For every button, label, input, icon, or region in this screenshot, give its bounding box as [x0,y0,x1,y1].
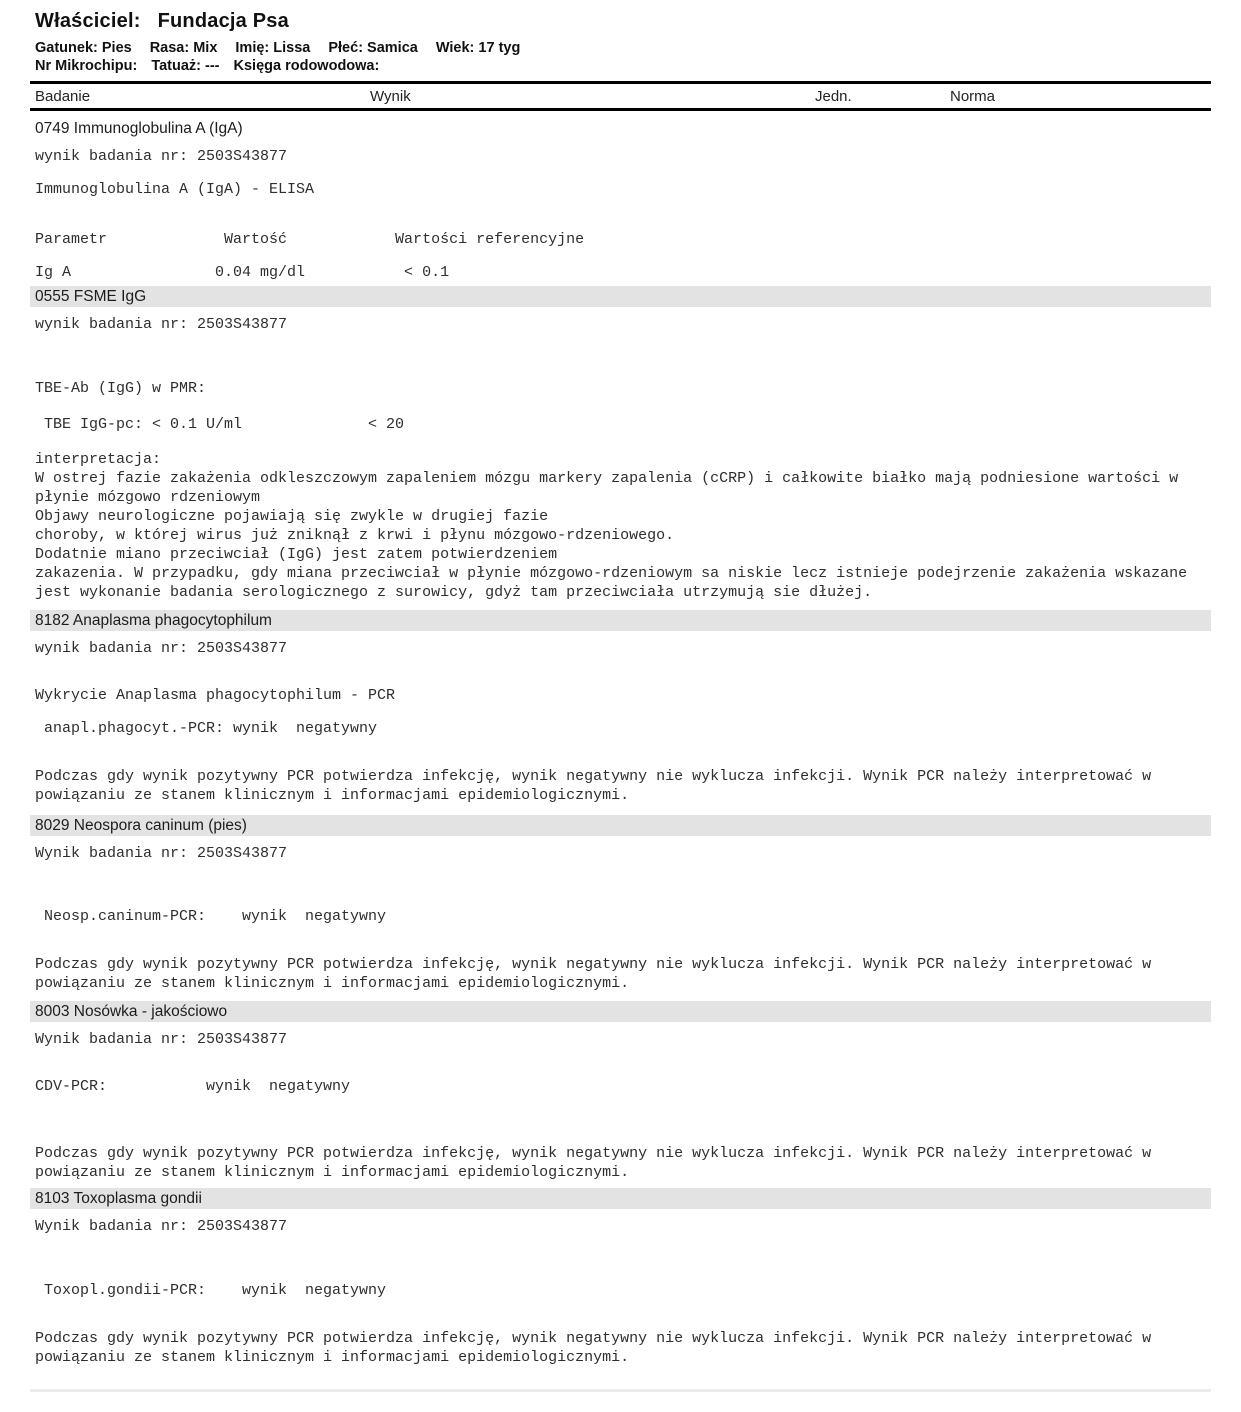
result-text-line: Toxopl.gondii-PCR: wynik negatywny [35,1282,387,1299]
result-text-block [30,719,1211,738]
result-text-line: powiązaniu ze stanem klinicznym i informacjami epidemiologicznymi. [35,787,630,804]
result-text-block [30,1144,1211,1182]
result-text-block [30,379,1211,398]
result-text-block [30,955,1211,993]
result-text-line: Wynik badania nr: 2503S43877 [35,1031,288,1048]
result-text-block [30,767,1211,805]
column-header-wynik: Wynik [370,88,411,105]
patient-info-line-1 [30,40,1211,56]
section-title-8182: 8182 Anaplasma phagocytophilum [30,610,1211,631]
sections-container [30,118,1211,1367]
info-microchip: Nr Mikrochipu: [35,58,138,74]
result-text-line: Ig A 0.04 mg/dl < 0.1 [35,264,450,281]
result-text-block [30,1281,1211,1300]
result-text-line: choroby, w której wirus już zniknął z krwi i płynu mózgowo-rdzeniowego. [35,527,675,544]
info-name: Imię: Lissa [235,40,311,56]
result-text-block [30,1329,1211,1367]
section-0749 [30,118,1211,282]
result-text-line: Wykrycie Anaplasma phagocytophilum - PCR [35,687,396,704]
section-title-0555: 0555 FSME IgG [30,286,1211,307]
section-title-8103: 8103 Toxoplasma gondii [30,1188,1211,1209]
result-text-block [30,1077,1211,1096]
result-text-block [30,315,1211,334]
result-text-block [30,1030,1211,1049]
result-text-line: powiązaniu ze stanem klinicznym i informacjami epidemiologicznymi. [35,1349,630,1366]
owner-label: Właściciel: [35,10,141,32]
table-header-rule-bottom [30,108,1211,111]
result-text-block [30,639,1211,658]
result-text-line: zakazenia. W przypadku, gdy miana przeciwciał w płynie mózgowo-rdzeniowym sa niskie lecz istnieje podejrzenie zakażenia wskazane [35,565,1188,582]
result-text-line: powiązaniu ze stanem klinicznym i informacjami epidemiologicznymi. [35,975,630,992]
result-text-line: Podczas gdy wynik pozytywny PCR potwierdza infekcję, wynik negatywny nie wyklucza infekcji. Wynik PCR należy interpretować w [35,768,1152,785]
result-text-line: Dodatnie miano przeciwciał (IgG) jest zatem potwierdzeniem [35,546,558,563]
result-text-line: W ostrej fazie zakażenia odkleszczowym zapaleniem mózgu markery zapalenia (cCRP) i całkowite białko mają podniesione wartości w [35,470,1179,487]
result-text-line: Podczas gdy wynik pozytywny PCR potwierdza infekcję, wynik negatywny nie wyklucza infekcji. Wynik PCR należy interpretować w [35,956,1152,973]
results-table-header [30,84,1211,108]
section-8003 [30,1001,1211,1182]
info-sex: Płeć: Samica [328,40,418,56]
info-age: Wiek: 17 tyg [435,40,521,56]
result-text-line: jest wykonanie badania serologicznego z surowicy, gdyż tam przeciwciała utrzymują sie dłużej. [35,584,873,601]
result-text-line: Immunoglobulina A (IgA) - ELISA [35,181,315,198]
result-text-line: TBE-Ab (IgG) w PMR: [35,380,207,397]
report-content [30,0,1211,1392]
section-title-0749: 0749 Immunoglobulina A (IgA) [35,120,243,137]
result-text-block [30,415,1211,434]
result-text-block [30,180,1211,199]
result-text-line: powiązaniu ze stanem klinicznym i informacjami epidemiologicznymi. [35,1164,630,1181]
owner-name: Fundacja Psa [157,10,289,32]
result-text-block [30,263,1211,282]
result-text-block [30,450,1211,602]
section-8029 [30,815,1211,993]
info-tattoo: Tatuaż: --- [151,58,220,74]
result-text-line: Parametr Wartość Wartości referencyjne [35,231,585,248]
result-text-line: Podczas gdy wynik pozytywny PCR potwierdza infekcję, wynik negatywny nie wyklucza infekcji. Wynik PCR należy interpretować w [35,1145,1152,1162]
section-title-8029: 8029 Neospora caninum (pies) [30,815,1211,836]
result-text-line: Wynik badania nr: 2503S43877 [35,1218,288,1235]
result-text-line: wynik badania nr: 2503S43877 [35,316,288,333]
section-8103 [30,1188,1211,1367]
column-header-norma: Norma [950,88,996,105]
column-header-badanie: Badanie [35,88,91,105]
result-text-block [30,686,1211,705]
result-text-line: Wynik badania nr: 2503S43877 [35,845,288,862]
section-title-8003: 8003 Nosówka - jakościowo [30,1001,1211,1022]
result-text-line: wynik badania nr: 2503S43877 [35,640,288,657]
patient-info-line-2 [30,58,1211,74]
result-text-line: interpretacja: [35,451,162,468]
result-text-line: anapl.phagocyt.-PCR: wynik negatywny [35,720,378,737]
result-text-block [30,844,1211,863]
result-text-block [30,230,1211,249]
result-text-line: płynie mózgowo rdzeniowym [35,489,261,506]
page-end-divider [30,1389,1211,1392]
result-text-line: TBE IgG-pc: < 0.1 U/ml < 20 [35,416,405,433]
result-text-line: CDV-PCR: wynik negatywny [35,1078,351,1095]
section-0555 [30,286,1211,602]
info-species: Gatunek: Pies [35,40,132,56]
result-text-line: Objawy neurologiczne pojawiają się zwykle w drugiej fazie [35,508,549,525]
result-text-block [30,147,1211,166]
info-pedigree: Księga rodowodowa: [233,58,380,74]
section-8182 [30,610,1211,805]
result-text-line: Neosp.caninum-PCR: wynik negatywny [35,908,387,925]
result-text-block [30,907,1211,926]
column-header-jedn: Jedn. [815,88,852,105]
owner-line [30,10,1211,33]
result-text-block [30,1217,1211,1236]
info-breed: Rasa: Mix [149,40,218,56]
result-text-line: wynik badania nr: 2503S43877 [35,148,288,165]
result-text-line: Podczas gdy wynik pozytywny PCR potwierdza infekcję, wynik negatywny nie wyklucza infekcji. Wynik PCR należy interpretować w [35,1330,1152,1347]
